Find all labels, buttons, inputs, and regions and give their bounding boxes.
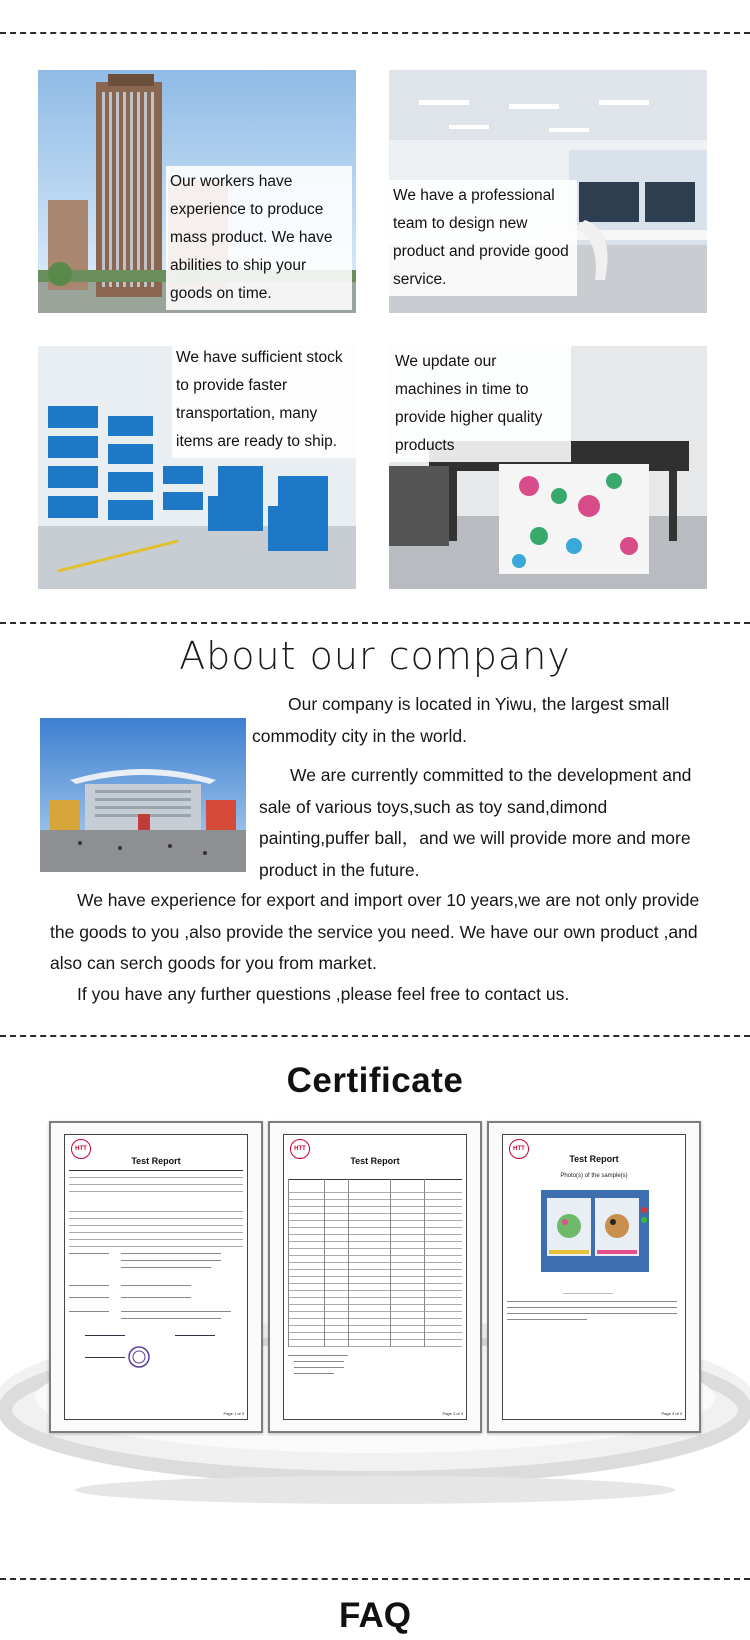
feature-caption: Our workers have experience to produce mass product. We have abilities to ship your goods on time.: [166, 166, 352, 310]
htt-logo-icon: HTT: [290, 1139, 310, 1159]
feature-card-office: [389, 70, 707, 313]
certificate-document: [268, 1121, 482, 1433]
certificate-title: Certificate: [286, 1061, 464, 1100]
certificate-document: [49, 1121, 263, 1433]
faq-title: FAQ: [339, 1596, 411, 1635]
sample-product-photo: [541, 1190, 649, 1272]
about-paragraph-experience: We have experience for export and import over 10 years,we are not only provide the goods to you ,also provide the service you need. We have our own product ,and also can serch goods for you from market.: [50, 890, 700, 973]
certificate-footer: [287, 1411, 463, 1416]
about-paragraph-products: We are currently committed to the development and sale of various toys,such as toy sand,dimond painting,puffer ball，and we will provide more and more product in the future.: [259, 765, 692, 880]
feature-card-warehouse: [38, 346, 356, 589]
feature-caption: We have sufficient stock to provide faster transportation, many items are ready to ship.: [172, 346, 356, 458]
certificate-document: [487, 1121, 701, 1433]
certificate-doc-subtitle: Photo(s) of the sample(s): [560, 1173, 628, 1179]
about-paragraph-location: Our company is located in Yiwu, the largest small commodity city in the world.: [252, 694, 670, 746]
feature-caption: We update our machines in time to provide higher quality products: [389, 346, 571, 462]
section-divider: [0, 32, 750, 34]
section-divider: [0, 1578, 750, 1580]
certificate-doc-title: Test Report: [350, 1156, 400, 1166]
htt-logo-icon: HTT: [509, 1139, 529, 1159]
certificate-page-number: Page 3 of 3: [661, 1411, 682, 1416]
about-title: About our company: [179, 634, 571, 678]
about-paragraph-contact: If you have any further questions ,please feel free to contact us.: [77, 984, 570, 1004]
certificate-page-number: Page 1 of 3: [223, 1411, 244, 1416]
feature-card-building: [38, 70, 356, 313]
certificate-footer: [506, 1411, 682, 1416]
certificate-doc-title: Test Report: [131, 1156, 181, 1166]
certificate-doc-title: Test Report: [569, 1154, 619, 1164]
htt-logo-icon: HTT: [71, 1139, 91, 1159]
certificate-page-number: Page 2 of 3: [442, 1411, 463, 1416]
feature-card-machines: [389, 346, 707, 589]
purple-seal-stamp-icon: [125, 1345, 153, 1369]
yiwu-market-photo: [40, 718, 246, 872]
feature-caption: We have a professional team to design new product and provide good service.: [389, 180, 577, 296]
section-divider: [0, 622, 750, 624]
certificate-footer: [68, 1411, 244, 1416]
section-divider: [0, 1035, 750, 1037]
